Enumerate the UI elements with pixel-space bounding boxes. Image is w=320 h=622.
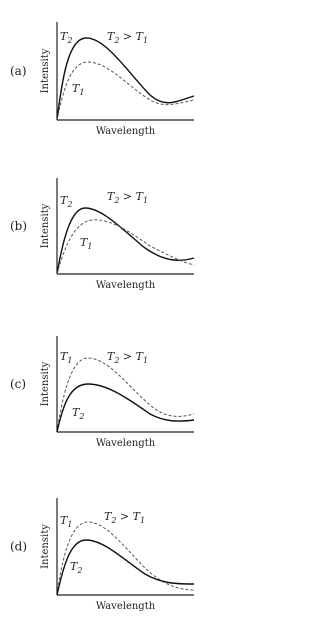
condition-label: $T_2 > T_1$ <box>107 190 149 205</box>
x-axis-label: Wavelength <box>95 438 156 449</box>
panel-label: (d) <box>10 539 28 554</box>
panel-label: (b) <box>10 219 28 233</box>
curve-label-lower: $T_2$ <box>72 406 85 421</box>
curve-lower <box>57 220 194 274</box>
panel-d <box>10 498 194 612</box>
panel-a <box>10 22 194 137</box>
panel-b <box>10 178 194 291</box>
condition-label: $T_2 > T_1$ <box>107 30 149 45</box>
panel-c <box>10 336 194 449</box>
curve-label-upper: $T_2$ <box>60 194 73 209</box>
curve-label-lower: $T_1$ <box>80 236 93 251</box>
panel-label: (a) <box>10 64 27 78</box>
x-axis-label: Wavelength <box>95 280 156 291</box>
panel-label: (c) <box>10 377 27 391</box>
condition-label: $T_2 > T_1$ <box>104 510 146 525</box>
y-axis-label: Intensity <box>40 524 51 569</box>
x-axis-label: Wavelength <box>95 126 156 137</box>
curve-label-upper: $T_2$ <box>60 30 73 45</box>
curve-label-upper: $T_1$ <box>60 514 73 529</box>
x-axis-label: Wavelength <box>95 601 156 612</box>
curve-label-upper: $T_1$ <box>60 350 73 365</box>
curve-label-lower: $T_1$ <box>72 82 85 97</box>
curve-upper <box>57 38 194 120</box>
y-axis-label: Intensity <box>40 203 51 249</box>
y-axis-label: Intensity <box>40 48 51 94</box>
y-axis-label: Intensity <box>40 361 51 407</box>
condition-label: $T_2 > T_1$ <box>107 350 149 365</box>
curve-label-lower: $T_2$ <box>70 560 83 575</box>
curve-upper <box>57 522 194 595</box>
curve-upper <box>57 208 194 274</box>
